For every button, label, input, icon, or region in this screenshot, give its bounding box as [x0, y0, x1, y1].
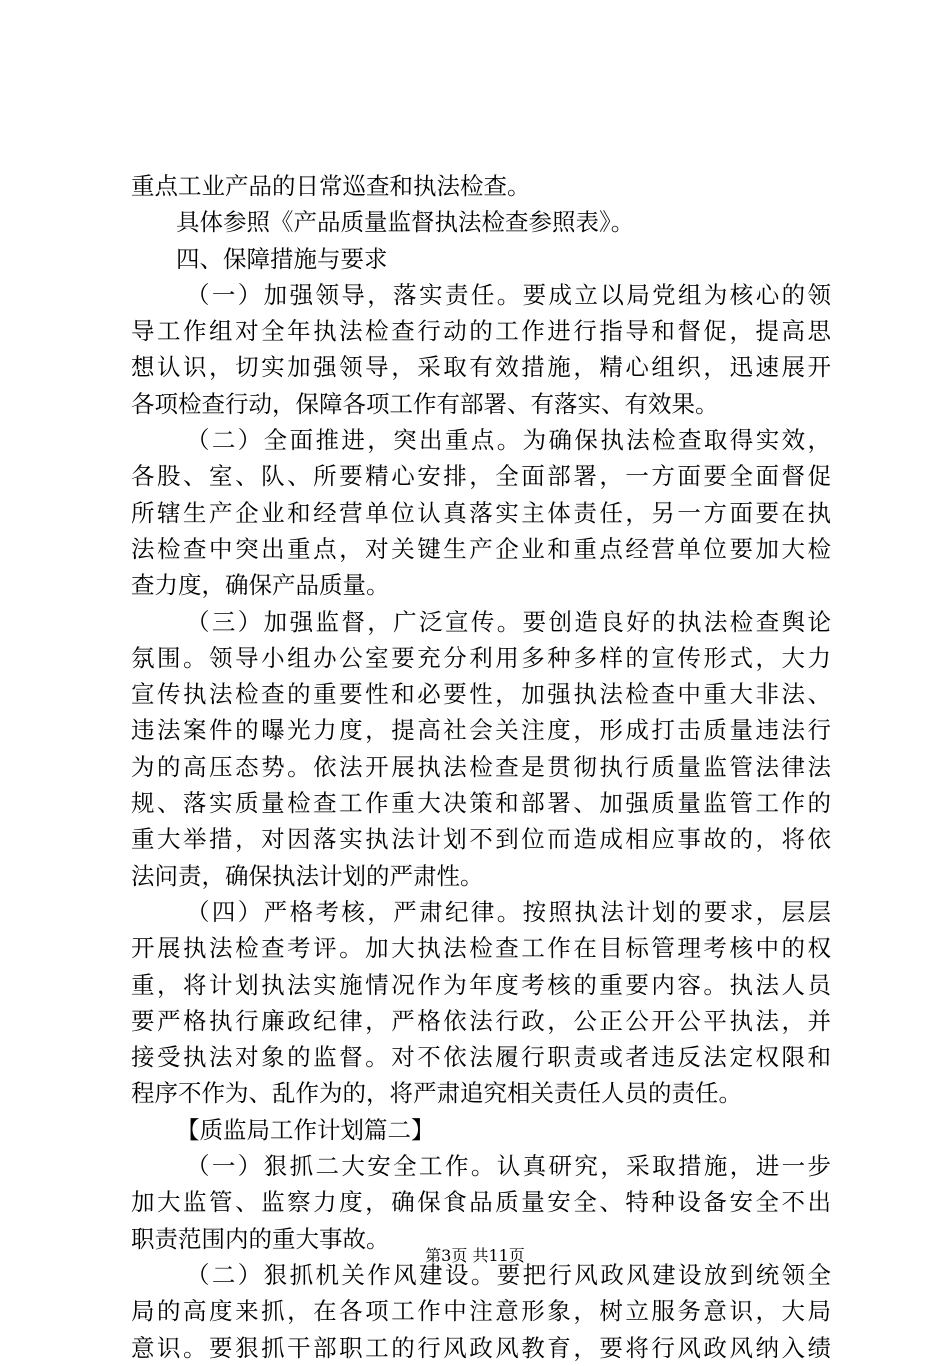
text-line: 【质监局工作计划篇二】 — [176, 1115, 435, 1144]
text-line: （二）全面推进，突出重点。为确保执法检查取得实效， — [186, 426, 831, 455]
text-line: 要严格执行廉政纪律，严格依法行政，公正公开公平执法，并 — [131, 1006, 831, 1035]
text-line: 所辖生产企业和经营单位认真落实主体责任，另一方面要在执 — [131, 498, 831, 527]
text-line: 接受执法对象的监督。对不依法履行职责或者违反法定权限和 — [131, 1043, 831, 1072]
text-line: 氛围。领导小组办公室要充分利用多种多样的宣传形式，大力 — [131, 643, 831, 672]
text-line: 查力度，确保产品质量。 — [131, 571, 390, 600]
text-line: 各股、室、队、所要精心安排，全面部署，一方面要全面督促 — [131, 462, 831, 491]
text-line: （三）加强监督，广泛宣传。要创造良好的执法检查舆论 — [186, 607, 831, 636]
page-footer: 第3页 共11页 — [425, 1246, 525, 1265]
text-line: 宣传执法检查的重要性和必要性，加强执法检查中重大非法、 — [131, 680, 831, 709]
text-line: 程序不作为、乱作为的，将严肃追究相关责任人员的责任。 — [131, 1079, 742, 1108]
text-line: 具体参照《产品质量监督执法检查参照表》。 — [176, 208, 635, 237]
document-body — [131, 168, 831, 1366]
text-line: 导工作组对全年执法检查行动的工作进行指导和督促，提高思 — [131, 317, 831, 346]
text-line: 加大监管、监察力度，确保食品质量安全、特种设备安全不出 — [131, 1188, 831, 1217]
text-line: 四、保障措施与要求 — [176, 244, 388, 273]
text-line: 局的高度来抓，在各项工作中注意形象，树立服务意识，大局 — [131, 1297, 831, 1326]
text-line: （一）加强领导，落实责任。要成立以局党组为核心的领 — [186, 280, 831, 309]
text-line: 法检查中突出重点，对关键生产企业和重点经营单位要加大检 — [131, 534, 831, 563]
text-line: 为的高压态势。依法开展执法检查是贯彻执行质量监管法律法 — [131, 752, 831, 781]
text-line: 想认识，切实加强领导，采取有效措施，精心组织，迅速展开 — [131, 353, 831, 382]
text-line: 重，将计划执法实施情况作为年度考核的重要内容。执法人员 — [131, 970, 831, 999]
text-line: 职责范围内的重大事故。 — [131, 1224, 390, 1253]
text-line: （四）严格考核，严肃纪律。按照执法计划的要求，层层 — [186, 897, 831, 926]
text-line: 重大举措，对因落实执法计划不到位而造成相应事故的，将依 — [131, 825, 831, 854]
text-line: 各项检查行动，保障各项工作有部署、有落实、有效果。 — [131, 389, 719, 418]
text-line: 意识。要狠抓干部职工的行风政风教育，要将行风政风纳入绩 — [131, 1333, 831, 1362]
text-line: 规、落实质量检查工作重大决策和部署、加强质量监管工作的 — [131, 789, 831, 818]
text-line: 法问责，确保执法计划的严肃性。 — [131, 861, 484, 890]
text-line: 开展执法检查考评。加大执法检查工作在目标管理考核中的权 — [131, 934, 831, 963]
text-line: 重点工业产品的日常巡查和执法检查。 — [131, 172, 531, 200]
text-line: （二）狠抓机关作风建设。要把行风政风建设放到统领全 — [186, 1260, 831, 1289]
text-line: （一）狠抓二大安全工作。认真研究，采取措施，进一步 — [186, 1152, 831, 1181]
text-line: 违法案件的曝光力度，提高社会关注度，形成打击质量违法行 — [131, 716, 831, 745]
